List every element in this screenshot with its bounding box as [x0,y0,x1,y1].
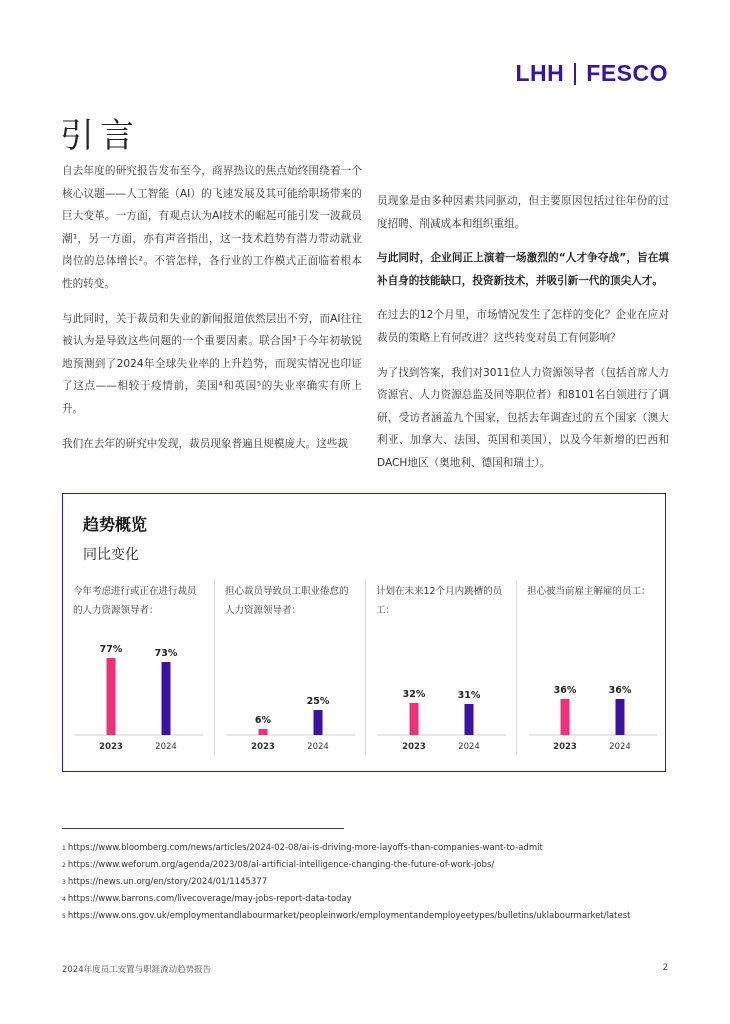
bar-chart-2 [215,580,365,755]
data-label-2024: 73% [154,648,178,659]
footnotes [62,840,682,925]
bar-2024 [314,710,323,735]
chart-title-3: 计划在未来12个月内跳槽的员工： [376,586,503,616]
footnote-item[interactable]: $^4$ https://www.barrons.com/livecoverage/may-jobs-report-data-today [62,894,352,904]
footnote-item[interactable]: $^5$ https://www.ons.gov.uk/employmentandlabourmarket/peopleinwork/employmentandemployeetypes/bulletins/uklabourmarket/latest [62,911,631,921]
logo-lhh: LHH [515,60,565,86]
brand-logo [515,60,668,87]
logo-divider [574,63,576,85]
chart-panel-2 [214,580,365,755]
tick-label-2023: 2023 [402,742,426,752]
footnote-rule [62,828,344,829]
chart-title-4: 担心被当前雇主解雇的员工： [527,586,651,597]
page-number: 2 [662,963,668,973]
bar-chart-1 [63,580,213,755]
data-label-2024: 25% [306,696,330,707]
footer-report-title: 2024年度员工安置与职涯流动趋势报告 [62,965,212,975]
chart-title-2: 担心裁员导致员工职业倦怠的人力资源领导者： [225,586,349,616]
trend-subtitle: 同比变化 [83,547,139,563]
bar-2023 [259,729,268,735]
footnote-item[interactable]: $^3$ https://news.un.org/en/story/2024/01/1145377 [62,877,268,887]
body-left-column [62,160,362,467]
tick-label-2024: 2024 [458,742,480,752]
data-label-2023: 6% [254,715,272,726]
tick-label-2024: 2024 [155,742,177,752]
footnote-item[interactable]: $^2$ https://www.weforum.org/agenda/2023/08/ai-artificial-intelligence-changing-the-future-of-work-jobs/ [62,860,495,870]
data-label-2023: 32% [402,689,426,700]
bar-2024 [616,699,625,735]
chart-panel-4 [516,580,667,755]
data-label-2024: 36% [608,685,632,696]
trend-title: 趋势概览 [83,515,148,534]
trend-overview-box [62,493,666,772]
data-label-2024: 31% [457,690,481,701]
tick-label-2023: 2023 [99,742,123,752]
intro-paragraph-3: 我们在去年的研究中发现，裁员现象普遍且规模庞大。这些裁 [62,437,349,450]
page-title: 引言 [60,116,140,156]
data-label-2023: 36% [553,685,577,696]
chart-panel-3 [365,580,516,755]
bar-chart-3 [366,580,516,755]
intro-paragraph-2: 与此同时，关于裁员和失业的新闻报道依然层出不穷，而AI往往被认为是导致这些问题的一个重要因素。联合国³于今年初敏锐地预测到了2024年全球失业率的上升趋势，而现实情况也印证了这点——相较于疫情前，美国⁴和英国⁵的失业率确实有所上升。 [62,312,362,415]
tick-label-2024: 2024 [609,742,631,752]
footnote-item[interactable]: $^1$ https://www.bloomberg.com/news/articles/2024-02-08/ai-is-driving-more-layoffs-than-companies-want-to-admit [62,843,543,853]
intro-paragraph-4: 在过去的12个月里，市场情况发生了怎样的变化？企业在应对裁员的策略上有何改进？这些转变对员工有何影响？ [377,309,669,344]
tick-label-2023: 2023 [553,742,577,752]
tick-label-2023: 2023 [251,742,275,752]
logo-fesco: FESCO [586,60,668,86]
bar-chart-4 [517,580,667,755]
bar-2023 [410,703,419,735]
intro-paragraph-5: 为了找到答案，我们对3011位人力资源领导者（包括首席人力资源官、人力资源总监及同等职位者）和8101名白领进行了调研，受访者涵盖九个国家，包括去年调查过的五个国家（澳大利亚、加拿大、法国、英国和美国），以及今年新增的巴西和DACH地区（奥地利、德国和瑞士）。 [377,366,669,469]
intro-paragraph-1: 自去年度的研究报告发布至今，商界热议的焦点始终围绕着一个核心议题——人工智能（AI）的飞速发展及其可能给职场带来的巨大变革。一方面，有观点认为AI技术的崛起可能引发一波裁员潮¹，另一方面，亦有声音指出，这一技术趋势有潜力带动就业岗位的总体增长²。不管怎样，各行业的工作模式正面临着根本性的转变。 [62,165,362,290]
highlight-paragraph: 与此同时，企业间正上演着一场激烈的“人才争夺战”，旨在填补自身的技能缺口，投资新技术，并吸引新一代的顶尖人才。 [377,252,669,287]
intro-paragraph-3-cont: 员现象是由多种因素共同驱动，但主要原因包括过往年份的过度招聘、削减成本和组织重组。 [377,195,669,230]
tick-label-2024: 2024 [307,742,329,752]
chart-panel-1 [63,580,213,755]
bar-2023 [107,658,116,735]
body-right-column [377,190,669,487]
bar-2024 [162,662,171,735]
bar-2023 [561,699,570,735]
data-label-2023: 77% [99,644,123,655]
bar-2024 [465,704,474,735]
chart-title-1: 今年考虑进行或正在进行裁员的人力资源领导者： [73,586,197,616]
